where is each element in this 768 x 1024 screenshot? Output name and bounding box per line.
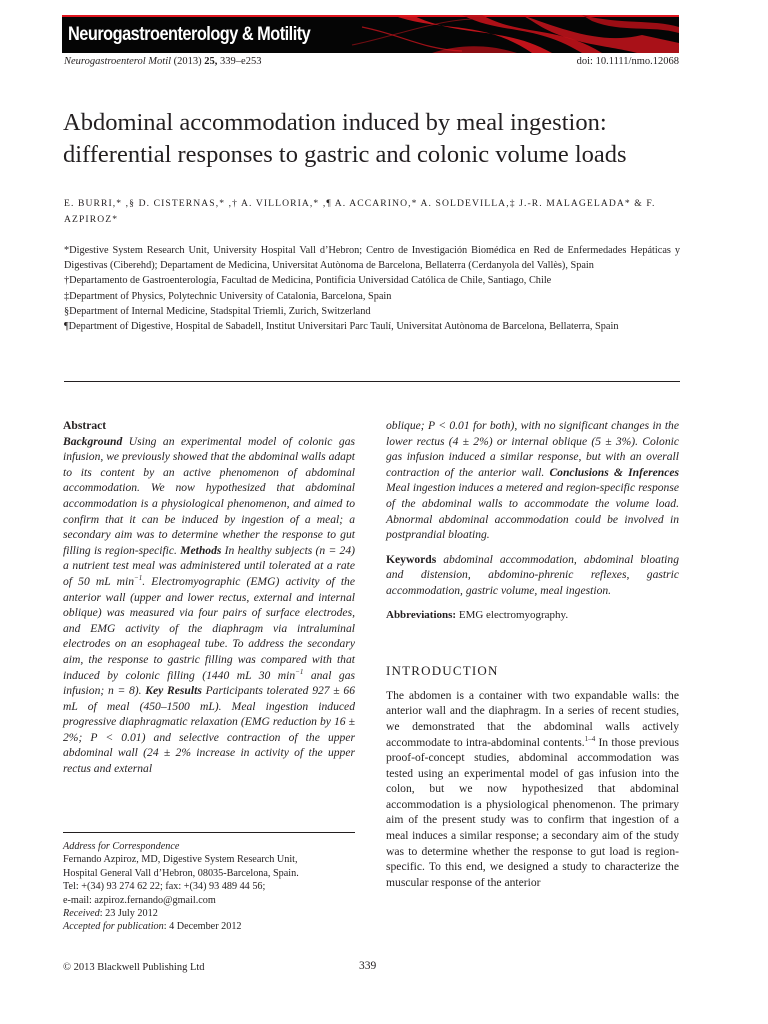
affiliations bbox=[64, 243, 680, 334]
abstract-heading: Abstract bbox=[63, 419, 107, 432]
methods-text-c: anal gas infusion; n = 8). bbox=[63, 668, 355, 698]
affiliation: ‡Department of Physics, Polytechnic University of Catalonia, Barcelona, Spain bbox=[64, 290, 392, 302]
methods-sup-2: −1 bbox=[295, 667, 304, 676]
authors-line-1: E. BURRI,* ,§ D. CISTERNAS,* ,† A. VILLORIA,* ,¶ A. ACCARINO,* A. SOLDEVILLA,‡ J.-R. MALAGELADA* & F. bbox=[64, 198, 656, 209]
citation-volume: 25, bbox=[204, 56, 218, 67]
header-divider bbox=[64, 381, 680, 382]
affiliation: §Department of Internal Medicine, Stadspital Triemli, Zurich, Switzerland bbox=[64, 305, 371, 317]
intro-text-a: The abdomen is a container with two expandable walls: the anterior wall and the diaphragm. In a series of recent studies, we demonstrated that the abdominal walls actively accommodate to intra-abdominal contents. bbox=[386, 688, 679, 749]
results-text-a: Participants tolerated 927 ± 66 mL of meal (450–1500 mL). Meal ingestion induced progressive diaphragmatic relaxation (EMG reduction by 16 ± 2%; P < 0.01) and selective contraction of the upper abdominal wall (24 ± 2% increase in activity of the upper rectus and external bbox=[63, 684, 355, 776]
journal-banner bbox=[62, 15, 679, 53]
affiliation: *Digestive System Research Unit, University Hospital Vall d’Hebron; Centro de Investigación Biomédica en Red de Enfermedades Hepáticas y Digestivas (Ciberehd); Departament de Medicina, Universitat Autònoma de Barcelona, Bellaterra (Cerdanyola del Vallès), Spain bbox=[64, 245, 680, 272]
authors-line-2: AZPIROZ* bbox=[64, 214, 119, 225]
correspondence-heading: Address for Correspondence bbox=[63, 841, 180, 852]
affiliation: †Departamento de Gastroenterología, Facultad de Medicina, Pontificia Universidad Católica de Chile, Santiago, Chile bbox=[64, 275, 552, 287]
abstract-column-left bbox=[63, 418, 355, 777]
intro-text-b: In those previous proof-of-concept studies, abdominal accommodation was tested using an experimental model of gas infusion into the colon, but we now hypothesized that abdominal accommodation is a physiological phenomenon. The primary aim of the present study was to confirm that ingestion of a meal induces a similar response; a secondary aim of the study was to determine whether the response to gut load is region-specific. To this end, we designed a study to characterize the muscular response of the anterior bbox=[386, 735, 679, 889]
methods-sup-1: −1 bbox=[134, 574, 143, 583]
conclusions-text: Meal ingestion induces a metered and region-specific response of the abdominal walls to accommodate the volume load. Abnormal abdominal accommodation could be involved in postprandial bloating. bbox=[386, 481, 679, 542]
correspondence-phone: Tel: +(34) 93 274 62 22; fax: +(34) 93 489 44 56; bbox=[63, 881, 266, 893]
methods-text-a: In healthy subjects (n = 24) a nutrient test meal was administered until tolerated at a rate of 50 mL min bbox=[63, 543, 355, 588]
citation-pages: 339–e253 bbox=[220, 56, 262, 67]
copyright: © 2013 Blackwell Publishing Ltd bbox=[63, 962, 205, 973]
introduction-text bbox=[386, 688, 679, 891]
title-line-1: Abdominal accommodation induced by meal ingestion: bbox=[63, 109, 607, 136]
correspondence-block bbox=[63, 840, 355, 934]
received-label: Received bbox=[63, 908, 100, 920]
accepted-date: : 4 December 2012 bbox=[163, 921, 242, 933]
background-text: Using an experimental model of colonic gas infusion, we previously showed that the abdominal walls adapt to its content by an active phenomenon of abdominal accommodation. We now hypothesized that abdominal accommodation is a physiological phenomenon, and aimed to confirm that it can be induced by ingestion of a meal; a secondary aim was to determine whether the response to gut filling is region-specific. bbox=[63, 434, 355, 557]
page-number: 339 bbox=[359, 960, 377, 972]
conclusions-label: Conclusions & Inferences bbox=[549, 465, 680, 479]
results-label: Key Results bbox=[145, 684, 202, 698]
methods-label: Methods bbox=[180, 543, 222, 557]
keywords-label: Keywords bbox=[386, 552, 437, 566]
background-label: Background bbox=[63, 434, 123, 448]
citation-line bbox=[64, 56, 261, 67]
abbreviations-text: EMG electromyography. bbox=[456, 608, 569, 621]
title-line-2: differential responses to gastric and colonic volume loads bbox=[63, 141, 627, 168]
received-line bbox=[63, 907, 355, 920]
author-list bbox=[64, 196, 680, 228]
affiliation: ¶Department of Digestive, Hospital de Sabadell, Institut Universitari Parc Taulí, Universitat Autònoma de Barcelona, Bellaterra, Spain bbox=[64, 321, 619, 333]
correspondence-divider bbox=[63, 832, 355, 833]
abbreviations-label: Abbreviations: bbox=[386, 608, 457, 621]
keywords bbox=[386, 552, 679, 599]
intro-ref[interactable]: 1–4 bbox=[584, 734, 596, 743]
introduction-heading: INTRODUCTION bbox=[386, 663, 499, 679]
correspondence-email[interactable]: e-mail: azpiroz.fernando@gmail.com bbox=[63, 894, 216, 906]
abbreviations bbox=[386, 608, 679, 624]
correspondence-name: Fernando Azpiroz, MD, Digestive System Research Unit, bbox=[63, 854, 298, 866]
results-text-b: oblique; P < 0.01 for both), with no significant changes in the lower rectus (4 ± 2%) or internal oblique (5 ± 3%). Colonic gas infusion induced a similar response, but with an overall contraction of the anterior wall. bbox=[386, 419, 679, 479]
abstract-text-part-2 bbox=[386, 418, 679, 543]
keywords-text: abdominal accommodation, abdominal bloating and distension, abdomino-phrenic reflexes, gastric accommodation, gastric volume, meal ingestion. bbox=[386, 552, 679, 597]
citation-journal: Neurogastroenterol Motil bbox=[64, 56, 172, 67]
received-date: : 23 July 2012 bbox=[99, 908, 158, 920]
abstract-text-part-1 bbox=[63, 434, 355, 777]
journal-name: Neurogastroenterology & Motility bbox=[68, 24, 311, 45]
accepted-label: Accepted for publication bbox=[63, 921, 164, 933]
article-title bbox=[63, 107, 703, 171]
accepted-line bbox=[63, 920, 355, 933]
doi[interactable]: doi: 10.1111/nmo.12068 bbox=[576, 56, 679, 67]
correspondence-address: Hospital General Vall d’Hebron, 08035-Barcelona, Spain. bbox=[63, 867, 299, 879]
citation-year: (2013) bbox=[173, 56, 202, 67]
abstract-column-right bbox=[386, 418, 679, 890]
methods-text-b: . Electromyographic (EMG) activity of the anterior wall (upper and lower rectus, external and internal oblique) was measured via four pairs of surface electrodes, and EMG activity of the diaphragm via intraluminal electrodes on an esophageal tube. To address the secondary aim, the response to gastric filling was compared with that induced by colonic filling (1440 mL 30 min bbox=[63, 574, 356, 682]
